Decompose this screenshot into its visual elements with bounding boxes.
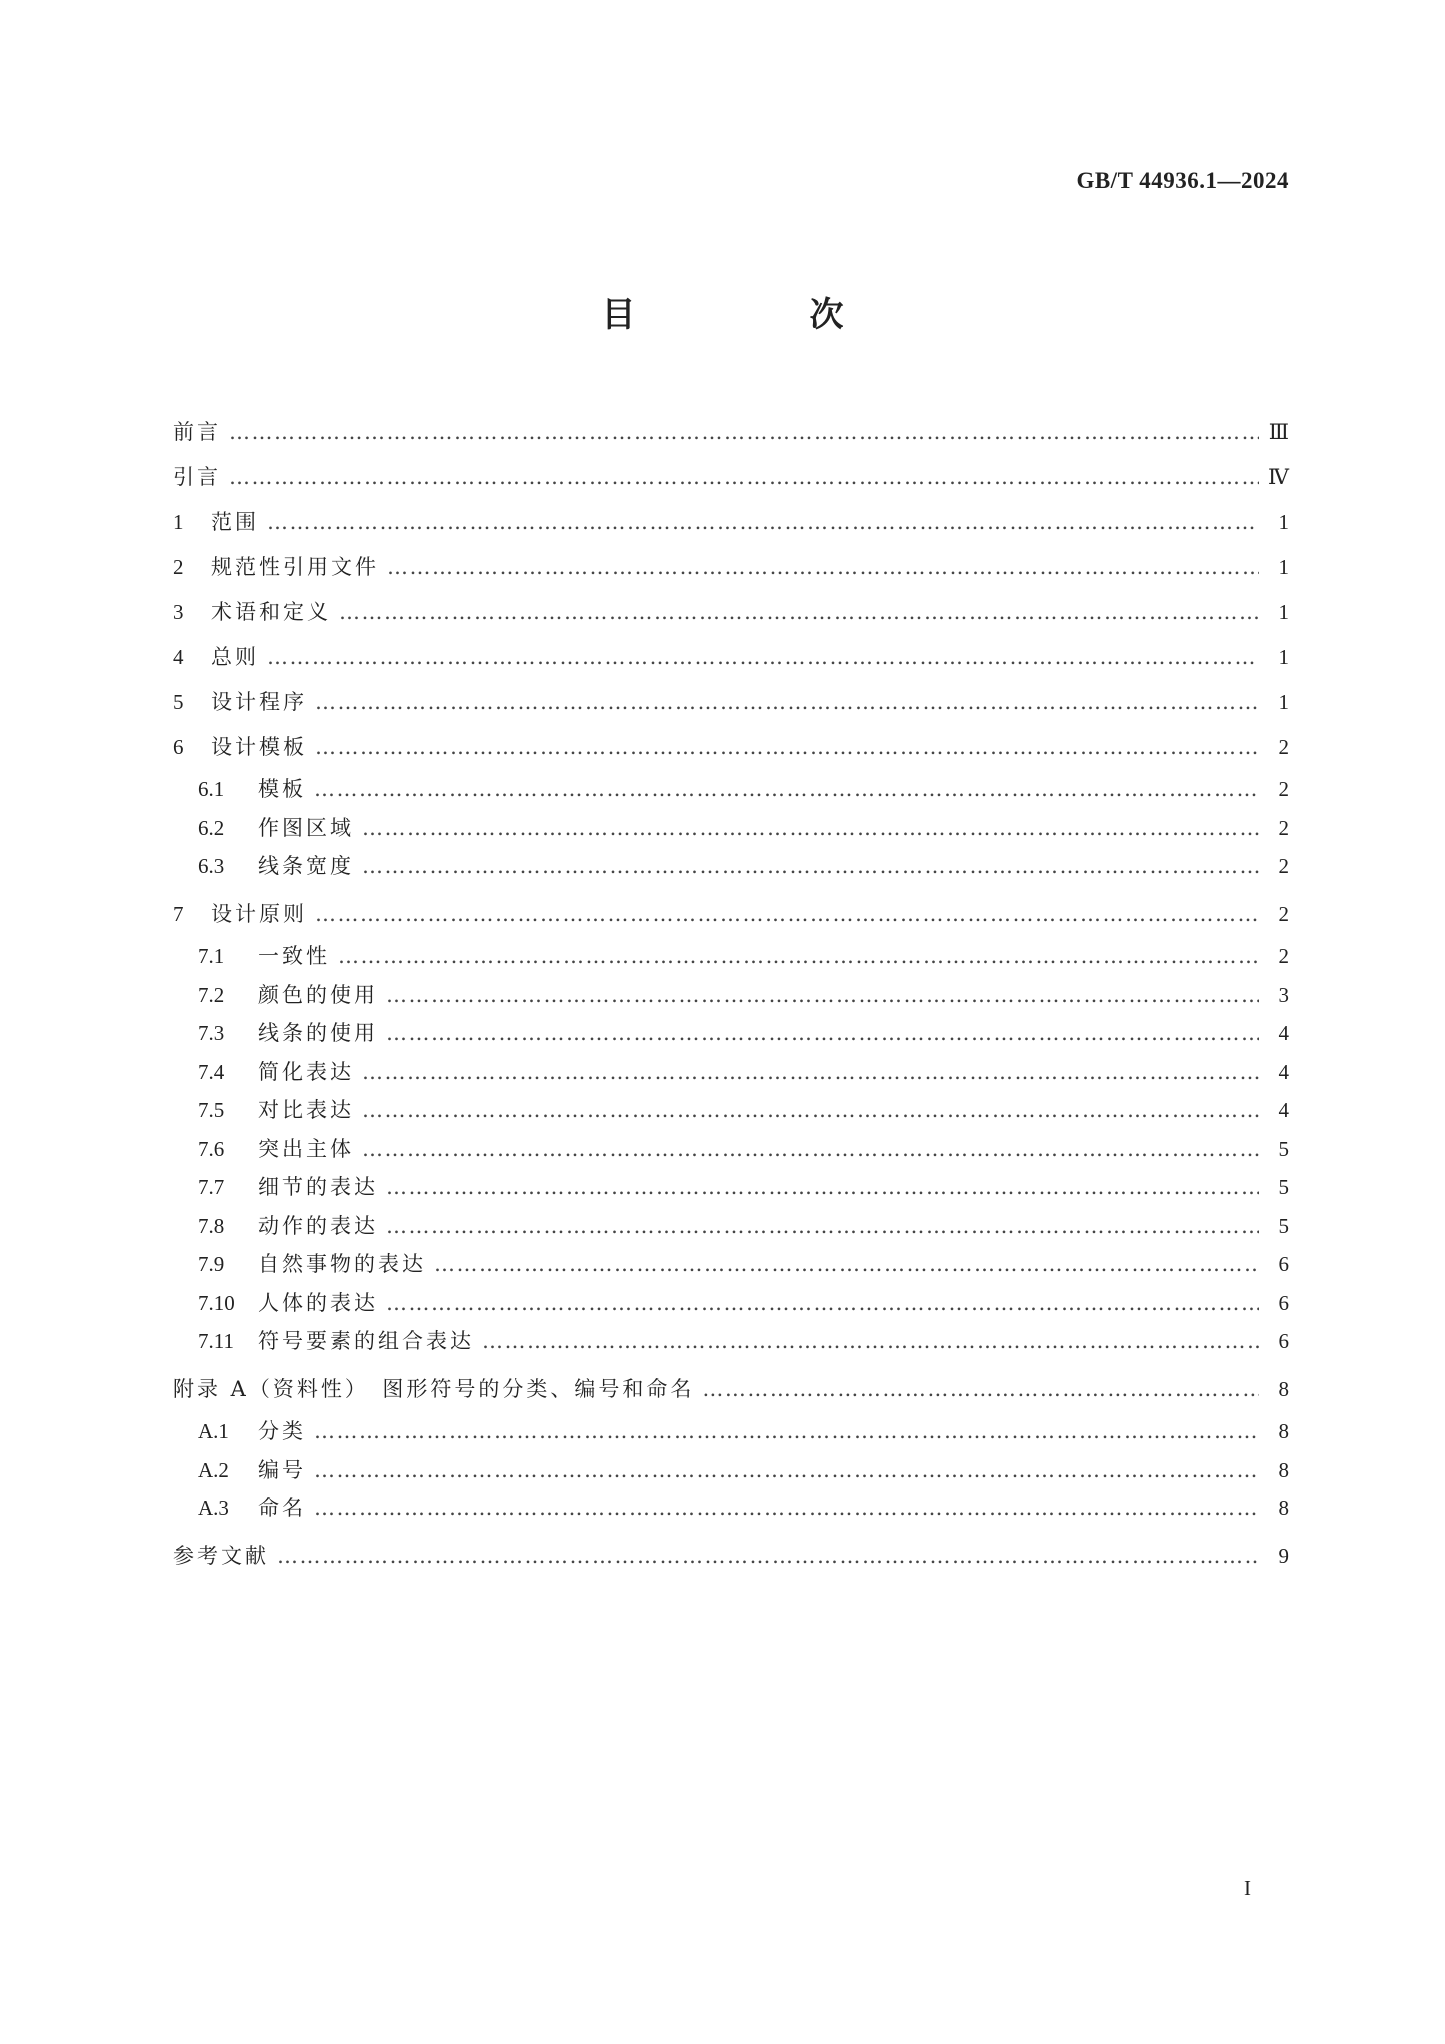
toc-entry-page: 9 — [1278, 1544, 1289, 1568]
toc-entry-page: 8 — [1278, 1457, 1289, 1482]
toc-leader-dots — [314, 1451, 1259, 1490]
toc-leader-dots — [362, 1130, 1259, 1169]
toc-entry-number: 5 — [173, 690, 184, 714]
toc-leader-dots — [386, 1207, 1259, 1246]
toc-entry-7-10[interactable] — [173, 1284, 1289, 1323]
toc-entry-page: 1 — [1278, 555, 1289, 579]
toc-entry-6[interactable] — [173, 725, 1289, 770]
toc-entry-page: 1 — [1278, 645, 1289, 669]
toc-entry-a-1[interactable] — [173, 1412, 1289, 1451]
toc-entry-label: 引言 — [173, 465, 221, 489]
toc-entry-page: 8 — [1278, 1419, 1289, 1443]
toc-entry-page: 2 — [1278, 777, 1289, 801]
toc-entry-page: 2 — [1278, 902, 1289, 926]
toc-entry-number: 7.1 — [198, 944, 225, 968]
toc-leader-dots — [482, 1322, 1259, 1361]
toc-entry-page: 4 — [1278, 1021, 1289, 1045]
toc-leader-dots — [386, 1014, 1259, 1053]
toc-entry-number: 7.5 — [198, 1098, 225, 1122]
toc-leader-dots — [314, 1412, 1259, 1451]
toc-entry-label: 命名 — [258, 1496, 306, 1520]
toc-entry-number: 7.3 — [198, 1021, 225, 1045]
toc-entry-7-6[interactable] — [173, 1130, 1289, 1169]
toc-entry-number: 7.10 — [198, 1290, 235, 1315]
toc-leader-dots — [277, 1534, 1259, 1579]
toc-entry-label: 线条的使用 — [258, 1021, 378, 1045]
toc-entry-label: 前言 — [173, 420, 221, 444]
toc-leader-dots — [339, 590, 1259, 635]
toc-entry-foreword[interactable] — [173, 410, 1289, 455]
toc-entry-page: Ⅲ — [1268, 420, 1289, 444]
toc-entry-page: 8 — [1278, 1377, 1289, 1401]
toc-entry-4[interactable] — [173, 635, 1289, 680]
toc-entry-label: 线条宽度 — [258, 854, 354, 878]
toc-entry-7-11[interactable] — [173, 1322, 1289, 1367]
toc-entry-a-2[interactable] — [173, 1451, 1289, 1490]
toc-leader-dots — [387, 545, 1259, 590]
toc-entry-page: 4 — [1278, 1098, 1289, 1122]
toc-entry-label: 人体的表达 — [258, 1290, 378, 1315]
toc-entry-number: 4 — [173, 645, 184, 669]
toc-leader-dots — [267, 635, 1259, 680]
toc-entry-appendix-a[interactable] — [173, 1367, 1289, 1412]
toc-entry-page: Ⅳ — [1268, 465, 1289, 489]
toc-entry-number: A.1 — [198, 1419, 229, 1443]
toc-entry-label: 范围 — [211, 510, 259, 534]
toc-leader-dots — [386, 1284, 1259, 1323]
toc-entry-label: 设计模板 — [211, 735, 307, 759]
toc-leader-dots — [315, 680, 1259, 725]
toc-entry-7-1[interactable] — [173, 937, 1289, 976]
toc-leader-dots — [229, 410, 1259, 455]
toc-entry-number: 1 — [173, 510, 184, 534]
toc-entry-page: 1 — [1278, 600, 1289, 624]
toc-entry-page: 6 — [1278, 1290, 1289, 1315]
toc-entry-label: 规范性引用文件 — [211, 555, 379, 579]
toc-entry-label: 设计原则 — [211, 902, 307, 926]
toc-entry-number: 3 — [173, 600, 184, 624]
toc-entry-label: 参考文献 — [173, 1544, 269, 1568]
page-number: I — [1244, 1876, 1251, 1900]
toc-entry-3[interactable] — [173, 590, 1289, 635]
toc-entry-page: 2 — [1278, 735, 1289, 759]
toc-entry-page: 6 — [1278, 1329, 1289, 1353]
toc-leader-dots — [702, 1367, 1259, 1412]
toc-entry-7-8[interactable] — [173, 1207, 1289, 1246]
toc-leader-dots — [362, 1091, 1259, 1130]
toc-entry-number: 7.4 — [198, 1059, 225, 1084]
toc-leader-dots — [229, 455, 1259, 500]
toc-entry-label: 设计程序 — [211, 690, 307, 714]
toc-entry-7-5[interactable] — [173, 1091, 1289, 1130]
toc-entry-label: 细节的表达 — [258, 1175, 378, 1199]
toc-leader-dots — [315, 892, 1259, 937]
toc-entry-page: 2 — [1278, 854, 1289, 878]
toc-entry-1[interactable] — [173, 500, 1289, 545]
toc-entry-label: 颜色的使用 — [258, 982, 378, 1007]
toc-entry-introduction[interactable] — [173, 455, 1289, 500]
toc-entry-page: 6 — [1278, 1252, 1289, 1276]
toc-entry-number: 7.11 — [198, 1329, 234, 1353]
toc-entry-number: 7.7 — [198, 1175, 225, 1199]
toc-entry-number: 6 — [173, 735, 184, 759]
table-of-contents — [173, 410, 1289, 1579]
toc-leader-dots — [362, 847, 1259, 886]
page-title: 目 次 — [601, 295, 914, 335]
toc-leader-dots — [386, 976, 1259, 1015]
toc-entry-number: 7.6 — [198, 1136, 225, 1161]
toc-entry-page: 5 — [1278, 1136, 1289, 1161]
toc-entry-7-4[interactable] — [173, 1053, 1289, 1092]
toc-entry-label: 对比表达 — [258, 1098, 354, 1122]
toc-leader-dots — [314, 770, 1259, 809]
toc-entry-number: 6.3 — [198, 854, 225, 878]
toc-entry-label: 术语和定义 — [211, 600, 331, 624]
toc-entry-7-2[interactable] — [173, 976, 1289, 1015]
toc-entry-6-1[interactable] — [173, 770, 1289, 809]
toc-entry-page: 2 — [1278, 944, 1289, 968]
toc-entry-label: 总则 — [211, 645, 259, 669]
toc-leader-dots — [267, 500, 1259, 545]
toc-entry-label: 作图区域 — [258, 815, 354, 840]
toc-entry-number: A.2 — [198, 1457, 229, 1482]
toc-entry-page: 1 — [1278, 510, 1289, 534]
toc-entry-number: 7.8 — [198, 1213, 225, 1238]
toc-entry-label: 附录 A（资料性） 图形符号的分类、编号和命名 — [173, 1377, 695, 1401]
toc-entry-label: 一致性 — [258, 944, 330, 968]
toc-entry-7-9[interactable] — [173, 1245, 1289, 1284]
toc-entry-a-3[interactable] — [173, 1489, 1289, 1534]
toc-entry-label: 编号 — [258, 1457, 306, 1482]
toc-leader-dots — [386, 1168, 1259, 1207]
toc-entry-label: 突出主体 — [258, 1136, 354, 1161]
toc-entry-label: 简化表达 — [258, 1059, 354, 1084]
toc-entry-number: 7 — [173, 902, 184, 926]
toc-entry-5[interactable] — [173, 680, 1289, 725]
toc-entry-page: 5 — [1278, 1175, 1289, 1199]
toc-entry-number: A.3 — [198, 1496, 229, 1520]
toc-entry-6-3[interactable] — [173, 847, 1289, 892]
toc-entry-7-3[interactable] — [173, 1014, 1289, 1053]
toc-leader-dots — [362, 809, 1259, 848]
toc-entry-page: 2 — [1278, 815, 1289, 840]
toc-entry-number: 2 — [173, 555, 184, 579]
toc-entry-number: 6.2 — [198, 815, 225, 840]
toc-entry-label: 分类 — [258, 1419, 306, 1443]
toc-entry-page: 1 — [1278, 690, 1289, 714]
toc-leader-dots — [338, 937, 1259, 976]
toc-leader-dots — [315, 725, 1259, 770]
toc-entry-label: 自然事物的表达 — [258, 1252, 426, 1276]
toc-leader-dots — [434, 1245, 1259, 1284]
toc-entry-page: 5 — [1278, 1213, 1289, 1238]
toc-entry-page: 8 — [1278, 1496, 1289, 1520]
toc-entry-page: 4 — [1278, 1059, 1289, 1084]
toc-leader-dots — [314, 1489, 1259, 1528]
toc-entry-6-2[interactable] — [173, 809, 1289, 848]
toc-entry-7[interactable] — [173, 892, 1289, 937]
standard-number: GB/T 44936.1—2024 — [1076, 168, 1289, 193]
toc-leader-dots — [362, 1053, 1259, 1092]
toc-entry-label: 符号要素的组合表达 — [258, 1329, 474, 1353]
toc-entry-2[interactable] — [173, 545, 1289, 590]
toc-entry-label: 模板 — [258, 777, 306, 801]
toc-entry-number: 7.9 — [198, 1252, 225, 1276]
toc-entry-label: 动作的表达 — [258, 1213, 378, 1238]
toc-entry-7-7[interactable] — [173, 1168, 1289, 1207]
toc-entry-bibliography[interactable] — [173, 1534, 1289, 1579]
toc-entry-number: 6.1 — [198, 777, 225, 801]
toc-entry-number: 7.2 — [198, 982, 225, 1007]
toc-entry-page: 3 — [1278, 982, 1289, 1007]
